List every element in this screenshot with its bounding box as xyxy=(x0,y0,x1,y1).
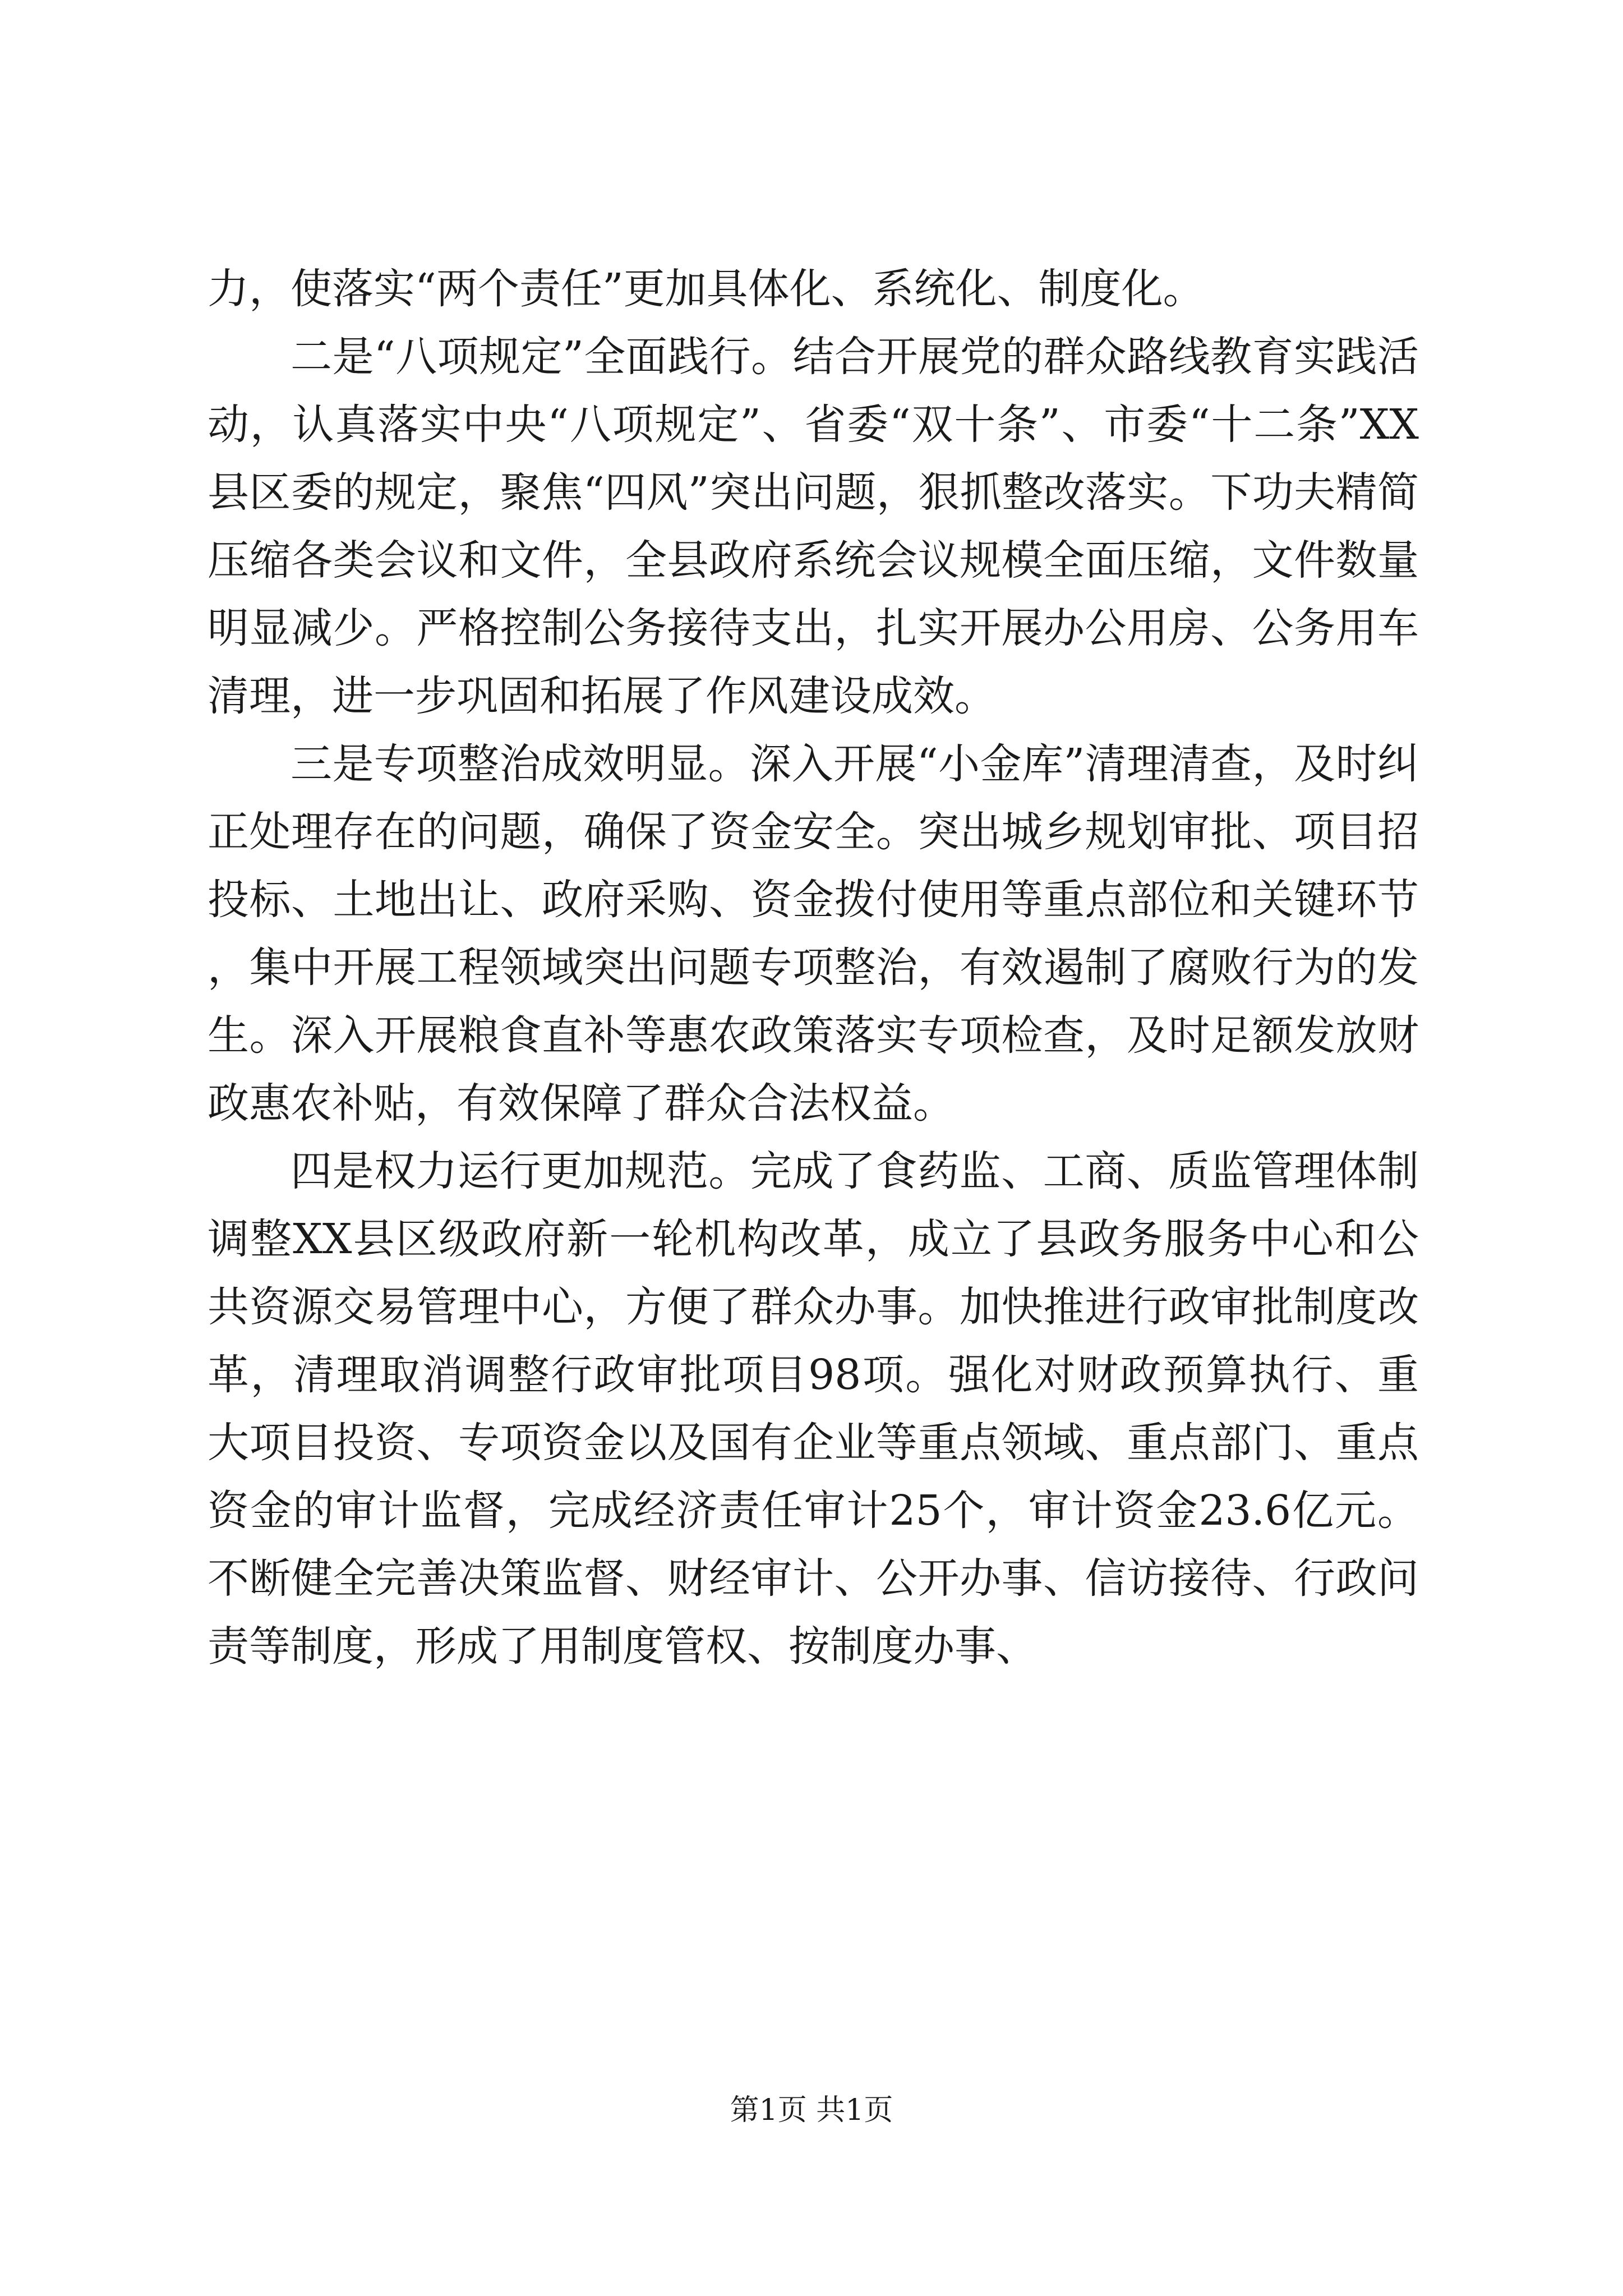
page-footer xyxy=(0,2092,1623,2128)
document-body xyxy=(208,255,1419,1681)
paragraph-power-operation: 四是权力运行更加规范。完成了食药监、工商、质监管理体制调整XX县区级政府新一轮机构改革，成立了县政务服务中心和公共资源交易管理中心，方便了群众办事。加快推进行政审批制度改革，清理取消调整行政审批项目98项。强化对财政预算执行、重大项目投资、专项资金以及国有企业等重点领域、重点部门、重点资金的审计监督，完成经济责任审计25个，审计资金23.6亿元。不断健全完善决策监督、财经审计、公开办事、信访接待、行政问责等制度，形成了用制度管权、按制度办事、 xyxy=(208,1147,1419,1671)
paragraph-continuation: 力，使落实“两个责任”更加具体化、系统化、制度化。 xyxy=(208,265,1205,313)
paragraph-special-rectification: 三是专项整治成效明显。深入开展“小金库”清理清查，及时纠正处理存在的问题，确保了资金安全。突出城乡规划审批、项目招投标、土地出让、政府采购、资金拨付使用等重点部位和关键环节，集中开展工程领域突出问题专项整治，有效遏制了腐败行为的发生。深入开展粮食直补等惠农政策落实专项检查，及时足额发放财政惠农补贴，有效保障了群众合法权益。 xyxy=(208,740,1419,1128)
paragraph-eight-regulations: 二是“八项规定”全面践行。结合开展党的群众路线教育实践活动，认真落实中央“八项规定”、省委“双十条”、市委“十二条”XX县区委的规定，聚焦“四风”突出问题，狠抓整改落实。下功夫精简压缩各类会议和文件，全县政府系统会议规模全面压缩，文件数量明显减少。严格控制公务接待支出，扎实开展办公用房、公务用车清理，进一步巩固和拓展了作风建设成效。 xyxy=(208,333,1419,720)
page-number-label: 第1页 共1页 xyxy=(730,2093,893,2127)
